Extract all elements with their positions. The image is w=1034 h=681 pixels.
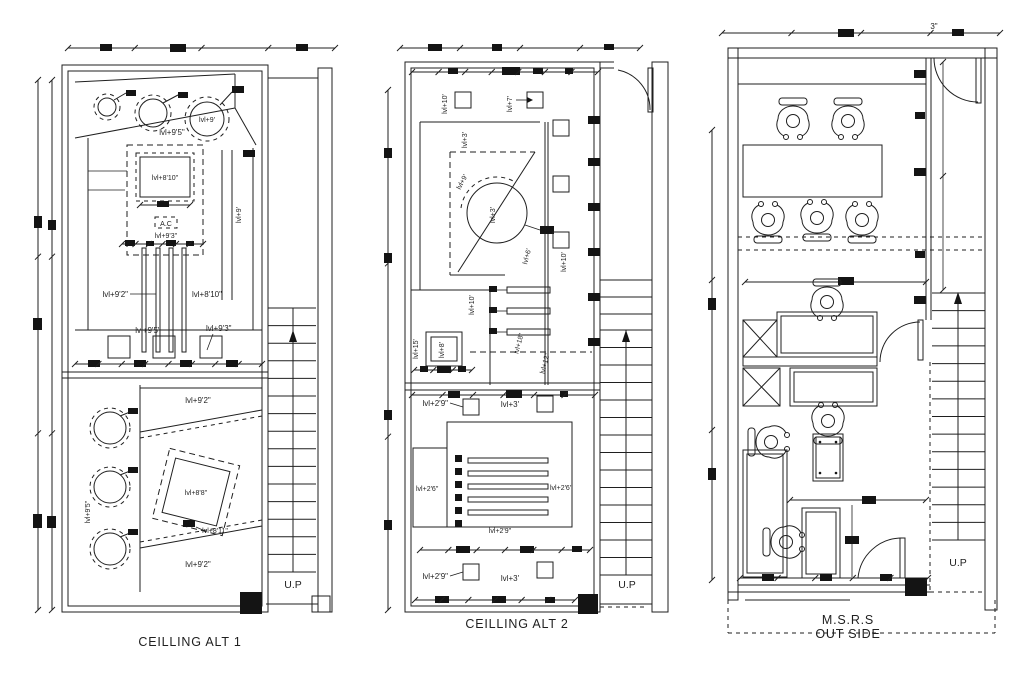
label-low-band-bottom: lvl+9'2" [185, 560, 211, 569]
floor-plan-ceiling-alt1 [33, 44, 338, 649]
person-figure [748, 426, 790, 458]
label-room-level: lvl+15' [413, 339, 420, 359]
stair-direction-arrow [289, 330, 297, 342]
label-triangle-level: lvl+9' [455, 173, 470, 191]
counter [743, 450, 787, 577]
label-r1-mid: lvl+3' [500, 400, 520, 409]
staircase [268, 308, 316, 591]
upper-ceiling-layout [405, 92, 600, 398]
label-r2-mid: lvl+3' [500, 574, 520, 583]
fixture-square-row [108, 324, 232, 358]
label-dash12: lvl+12" [539, 352, 552, 375]
plan-title-alt2: CEILLING ALT 2 [465, 617, 569, 631]
label-top-band: lvl+9'5" [159, 128, 185, 137]
label-slats-right: lvl+8'10" [192, 290, 222, 299]
label-r1-left: lvl+2'9" [422, 399, 448, 408]
crossed-cabinet [743, 368, 780, 406]
label-row-right: lvl+9'3" [206, 324, 232, 333]
label-center-square: lvl+8'10" [151, 175, 179, 182]
label-hall-level: lvl+3' [462, 132, 469, 148]
label-under-circle: lvl+6' [522, 248, 533, 266]
upper-slats [469, 286, 550, 355]
label-low-left-level: lvl+9'5" [85, 500, 92, 524]
person-figure [801, 200, 833, 242]
wall-column-block [578, 594, 598, 614]
desk [790, 368, 877, 406]
msrs-title-line2: OUT SIDE [815, 627, 881, 641]
up-label-msrs: U.P [949, 557, 967, 569]
triangle-ceiling-feature [450, 152, 554, 275]
desk [777, 312, 877, 357]
label-c-left: lvl+2'6" [416, 486, 439, 493]
small-table [813, 434, 843, 481]
up-label-alt1: U.P [284, 579, 302, 591]
person-figure [811, 279, 843, 321]
lower-ceiling-layout [85, 385, 308, 614]
label-sq-tl: lvl+10' [442, 94, 449, 114]
label-top-circle: lvl+9' [199, 117, 215, 124]
label-room-square: lvl+8' [439, 342, 446, 358]
label-corridor-level: lvl+10' [561, 252, 568, 272]
crossed-cabinet [743, 320, 777, 357]
wall-column-block [905, 578, 927, 596]
label-slats-left: lvl+9'2" [102, 290, 128, 299]
staircase [600, 280, 652, 591]
mid-door [880, 320, 923, 362]
label-low-square: lvl+8'8" [184, 490, 208, 497]
person-figure [832, 98, 864, 140]
msrs-title-line1: M.S.R.S [821, 613, 875, 627]
plan-title-alt1: CEILLING ALT 1 [138, 635, 242, 649]
label-sq-tl2: lvl+7' [507, 96, 514, 112]
conference-area [743, 98, 882, 243]
central-ceiling-drop [119, 145, 206, 255]
outside-area [728, 600, 995, 641]
label-low-band-top: lvl+9'2" [185, 396, 211, 405]
person-figure [812, 403, 844, 445]
dim-3in-label: 3" [930, 22, 938, 31]
lower-light-circles [90, 408, 138, 569]
person-figure [763, 526, 805, 558]
label-low-mid: lvl+8'11" [202, 528, 228, 535]
label-ac-unit: A.C [160, 221, 172, 228]
upper-ceiling-layout [62, 74, 268, 378]
label-c-right: lvl+2'6" [550, 485, 573, 492]
floor-plan-ceiling-alt2 [384, 44, 668, 631]
top-door [934, 58, 981, 103]
floor-plan-msrs [708, 22, 1003, 641]
label-corridor-level: lvl+9' [236, 207, 243, 223]
person-figure [777, 98, 809, 140]
label-c-bottom: lvl+2'9" [488, 528, 512, 535]
up-label-alt2: U.P [618, 579, 636, 591]
entry-door [618, 68, 653, 112]
label-slat18: lvl+18" [513, 332, 526, 355]
small-room-fixture [411, 332, 475, 373]
label-r2-left: lvl+2'9" [422, 572, 448, 581]
desk [802, 508, 840, 578]
staircase [932, 292, 985, 569]
label-ac-level: lvl+9'3" [154, 233, 178, 240]
label-slat-zone: lvl+10' [469, 295, 476, 315]
stair-direction-arrow [622, 330, 630, 342]
lower-office-area [737, 426, 931, 596]
workstation-area [742, 277, 929, 444]
stair-direction-arrow [954, 292, 962, 304]
label-row-mid: lvl+9'5" [135, 326, 161, 335]
conference-table [743, 145, 882, 197]
wall-column-block [240, 592, 262, 614]
central-slat-ceiling [413, 422, 573, 535]
bottom-door [858, 538, 905, 578]
label-circle-level: lvl+3' [490, 207, 497, 223]
corridor-fixtures [553, 120, 569, 272]
